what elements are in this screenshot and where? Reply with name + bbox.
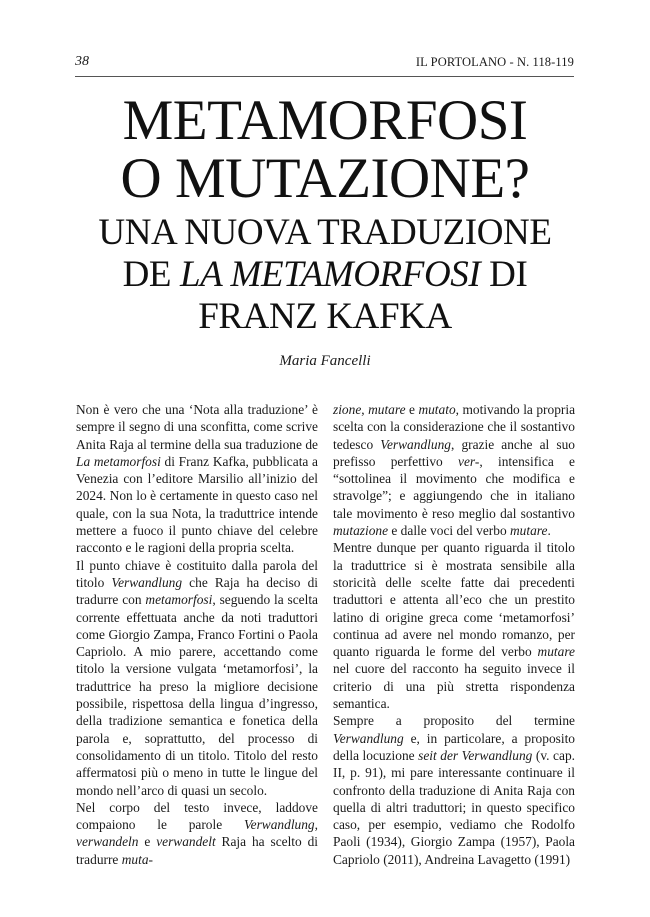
running-header bbox=[75, 54, 574, 74]
italic-run: muta- bbox=[121, 851, 153, 867]
subtitle-line-2 bbox=[60, 254, 590, 296]
text-run: . bbox=[547, 523, 551, 539]
text-run: , seguendo la scelta corrente effettuata anche da noti traduttori come Giorgio Zampa, Franco Fortini o Paola Capriolo. A mio parere, accettando come titolo la versione vulgata ‘metamorfosi’, la traduttrice ha preso la migliore decisione possibile, rispettosa della lingua d’ingresso, della tradizione semantica e fonetica della parola e, soprattutto, del processo di consolidamento di un titolo. Titolo del resto affermatosi più o meno in tutte le lingue del mondo nell’arco di quasi un secolo. bbox=[76, 592, 318, 798]
title-line-2: O MUTAZIONE? bbox=[120, 147, 530, 210]
text-run: Sempre a proposito del termine bbox=[333, 713, 575, 729]
text-run: Mentre dunque per quanto riguarda il titolo la traduttrice si è mostrata sensibile alla storicità delle scelte fatte dai precedenti traduttori e attenta all’eco che un prestito latino di origine greca come ‘metamorfosi’ continua ad avere nel mondo romanzo, per quanto riguarda le forme del verbo bbox=[333, 540, 575, 660]
text-run: , intensifica e “sottolinea il movimento che modifica e stravolge”; e aggiungendo che in italiano tale movimento è reso meglio dal sostantivo bbox=[333, 453, 575, 521]
italic-run: Verwandlung bbox=[333, 730, 404, 746]
text-run: nel cuore del racconto ha seguito invece il criterio di una più stretta rispondenza semantica. bbox=[333, 661, 575, 712]
subtitle bbox=[60, 212, 590, 338]
italic-run: Verwandlung bbox=[380, 436, 451, 452]
italic-run: mutare bbox=[537, 644, 575, 660]
italic-run: metamorfosi bbox=[145, 592, 213, 608]
subtitle-line-1: UNA NUOVA TRADUZIONE bbox=[98, 212, 552, 253]
text-run: e dalle voci del verbo bbox=[388, 523, 511, 539]
text-run: e bbox=[138, 834, 157, 850]
subtitle-text: DE bbox=[122, 254, 180, 295]
paragraph bbox=[333, 712, 575, 868]
text-run: di Franz Kafka, pubblicata a Venezia con l’editore Marsilio all’inizio del 2024. Non lo è certamente in questo caso nel quale, con la sua Nota, la traduttrice intende mettere a fuoco il punto chiave del celebre racconto e le ragioni della propria scelta. bbox=[76, 453, 319, 556]
text-run: Non è vero che una ‘Nota alla traduzione’ è sempre il segno di una sconfitta, come scrive Anita Raja al termine della sua traduzione de bbox=[76, 402, 318, 452]
italic-run: ver- bbox=[458, 453, 480, 469]
paragraph bbox=[76, 557, 318, 799]
page-number: 38 bbox=[75, 54, 89, 69]
title-line-1: METAMORFOSI bbox=[122, 89, 528, 152]
italic-run: verwandelt bbox=[156, 834, 216, 850]
text-column-left bbox=[76, 401, 318, 868]
subtitle-italic-title: LA METAMORFOSI bbox=[179, 254, 481, 295]
italic-run: mutato bbox=[418, 402, 456, 417]
text-run: (v. cap. II, p. 91), mi pare interessante continuare il confronto della traduzione di Anita Raja con quella di altri traduttori; in questo specifico caso, per esempio, vediamo che Rodolfo Paoli (1934), Giorgio Zampa (1957), Paola Capriolo (2011), Andreina Lavagetto (1991) bbox=[333, 747, 575, 867]
text-column-right bbox=[333, 401, 575, 868]
text-run: Raja ha scelto di tradurre bbox=[76, 834, 319, 867]
subtitle-line-3: FRANZ KAFKA bbox=[198, 296, 452, 337]
italic-run: mutare bbox=[510, 523, 548, 539]
italic-run: zione bbox=[333, 402, 362, 417]
author-name: Maria Fancelli bbox=[279, 353, 371, 369]
italic-run: verwandeln bbox=[76, 834, 139, 850]
subtitle-text: DI bbox=[480, 254, 528, 295]
journal-title: IL PORTOLANO - N. 118-119 bbox=[415, 55, 574, 69]
text-run: Nel corpo del testo invece, laddove compaiono le parole bbox=[76, 799, 318, 833]
paragraph bbox=[333, 539, 575, 712]
italic-run: mutazione bbox=[333, 523, 389, 539]
italic-run: seit der Verwandlung bbox=[418, 747, 533, 763]
italic-run: Verwandlung bbox=[111, 574, 183, 590]
paragraph bbox=[76, 799, 318, 868]
text-run: che Raja ha deciso di tradurre con bbox=[76, 574, 319, 608]
italic-run: Verwandlung bbox=[243, 817, 315, 833]
header-rule bbox=[75, 76, 574, 77]
text-run: , grazie anche al suo prefisso perfettivo bbox=[333, 436, 575, 469]
text-run: , bbox=[314, 817, 318, 833]
text-run: , motivando la propria scelta con la considerazione che il sostantivo tedesco bbox=[333, 402, 576, 452]
text-run: e, in particolare, a proposito della locuzione bbox=[333, 730, 575, 763]
paragraph bbox=[333, 401, 575, 539]
italic-run: La metamorfosi bbox=[76, 453, 161, 469]
italic-run: mutare bbox=[368, 402, 406, 417]
text-run: , bbox=[361, 402, 369, 417]
article-title bbox=[60, 89, 590, 338]
text-run: e bbox=[405, 402, 419, 417]
paragraph bbox=[76, 401, 318, 557]
text-run: Il punto chiave è costituito dalla parola del titolo bbox=[76, 557, 318, 590]
